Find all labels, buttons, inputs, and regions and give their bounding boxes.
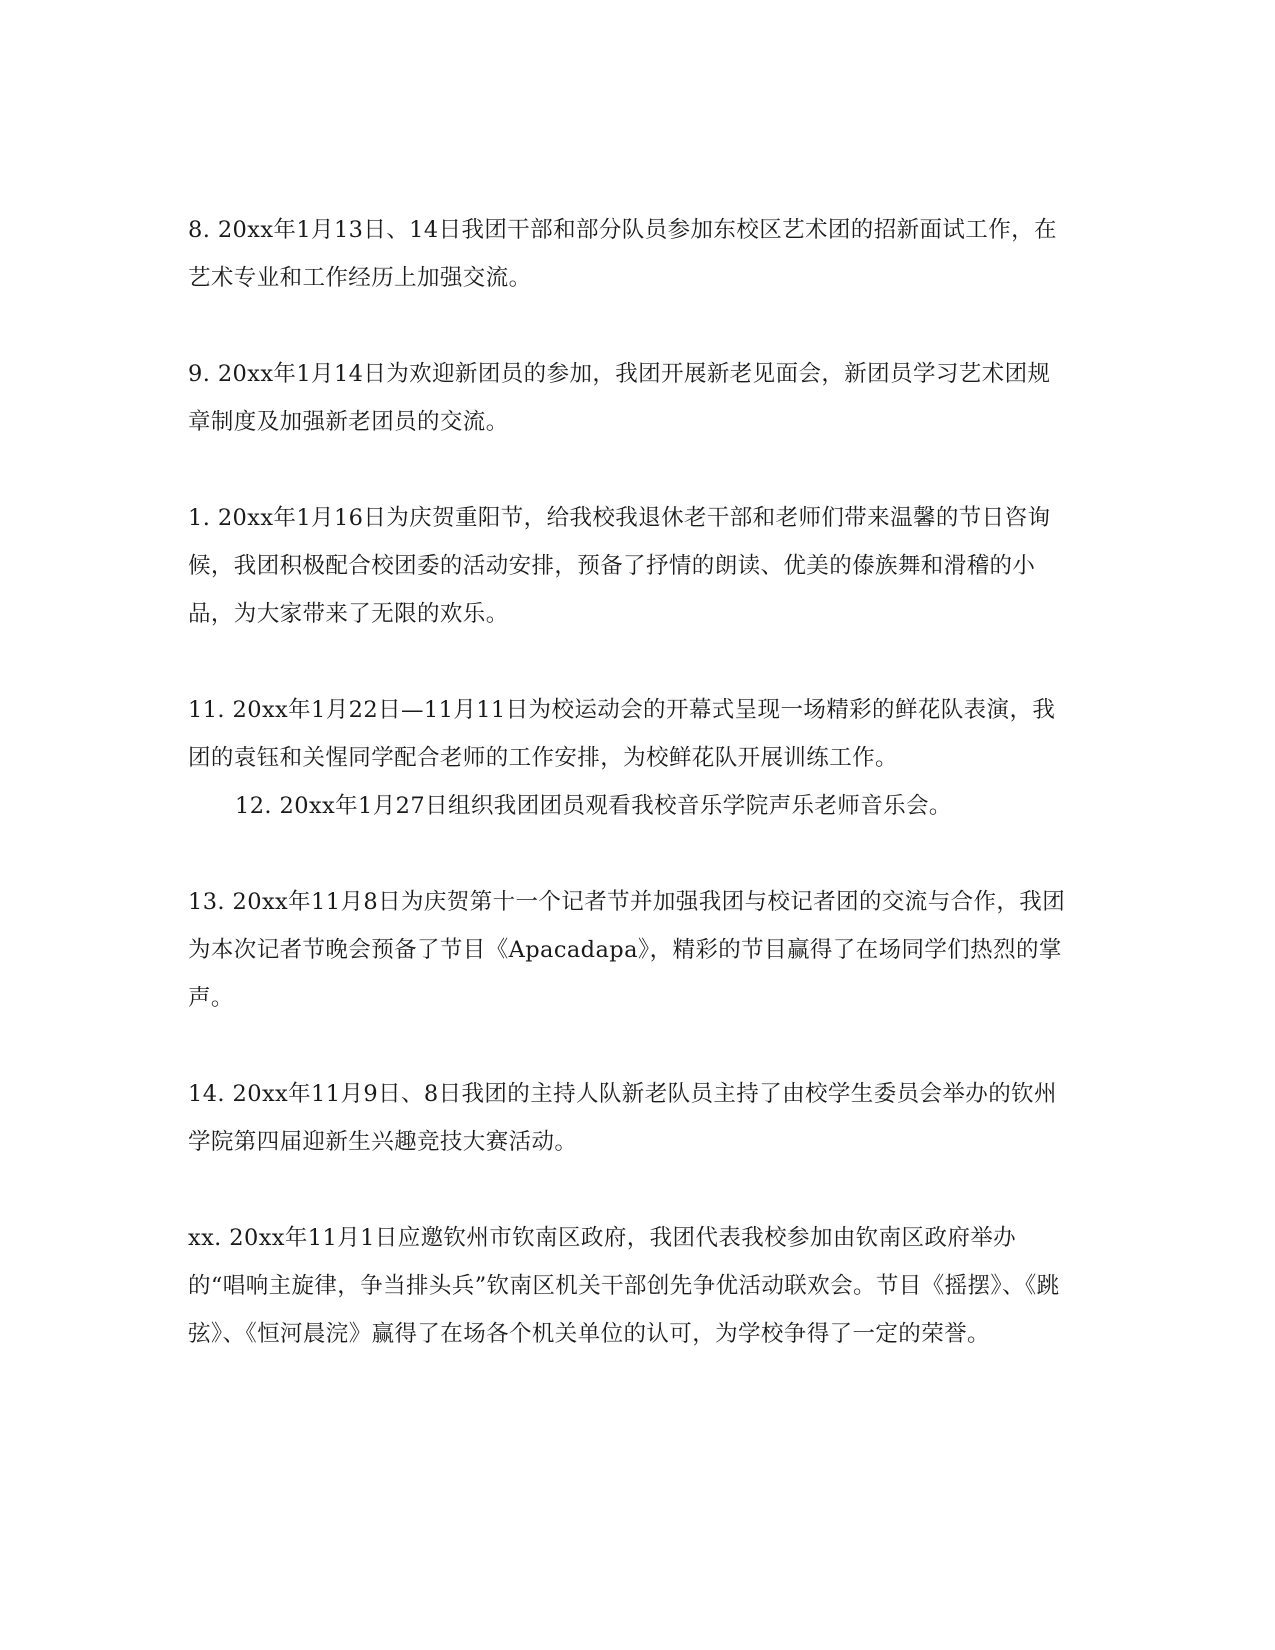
- paragraph-item-8: 8. 20xx年1月13日、14日我团干部和部分队员参加东校区艺术团的招新面试工作，在艺术专业和工作经历上加强交流。: [188, 217, 1057, 291]
- document-body: [188, 206, 1068, 1406]
- paragraph-item-1: 1. 20xx年1月16日为庆贺重阳节，给我校我退休老干部和老师们带来温馨的节日咨询候，我团积极配合校团委的活动安排，预备了抒情的朗读、优美的傣族舞和滑稽的小品，为大家带来了无限的欢乐。: [188, 505, 1051, 627]
- paragraph-item-12: 12. 20xx年1月27日组织我团团员观看我校音乐学院声乐老师音乐会。: [235, 793, 952, 819]
- paragraph-item-11: 11. 20xx年1月22日—11月11日为校运动会的开幕式呈现一场精彩的鲜花队表演，我团的袁钰和关惺同学配合老师的工作安排，为校鲜花队开展训练工作。: [188, 697, 1056, 771]
- paragraph-item-13: 13. 20xx年11月8日为庆贺第十一个记者节并加强我团与校记者团的交流与合作，我团为本次记者节晚会预备了节目《Apacadapa》，精彩的节目赢得了在场同学们热烈的掌声。: [188, 889, 1066, 1011]
- paragraph-item-14: 14. 20xx年11月9日、8日我团的主持人队新老队员主持了由校学生委员会举办的钦州学院第四届迎新生兴趣竞技大赛活动。: [188, 1081, 1057, 1155]
- paragraph-item-9: 9. 20xx年1月14日为欢迎新团员的参加，我团开展新老见面会，新团员学习艺术团规章制度及加强新老团员的交流。: [188, 361, 1051, 435]
- paragraph-item-xx: xx. 20xx年11月1日应邀钦州市钦南区政府，我团代表我校参加由钦南区政府举办的“唱响主旋律，争当排头兵”钦南区机关干部创先争优活动联欢会。节目《摇摆》、《跳弦》、《恒河晨浣》赢得了在场各个机关单位的认可，为学校争得了一定的荣誉。: [188, 1225, 1060, 1347]
